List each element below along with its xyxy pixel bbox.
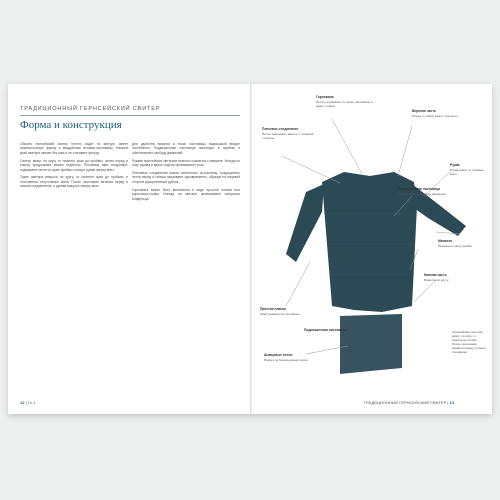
paragraph: Такие свитера вяжутся по кругу, от нижнего края до проймы, и отличаются отсутствием швов. После окончания вязания перед и спинка соединяются, а рукава вяжутся сверху вниз. — [20, 175, 128, 189]
paragraph: Свитер вяжут по кругу от нижнего края до проймы, затем перед и спинку продолжают вязать отдельно. Плечевые швы соединяют, поднимают петли по краю проймы и вяжут рукав сверху вниз. — [20, 158, 128, 172]
paragraph: Рукава гернсейских свитеров немного сужаются к манжете. Иногда по низу рукава и вдоль подола провязывают узор. — [132, 158, 240, 168]
body-column-2 — [132, 142, 240, 204]
paragraph: Плечевые соединения можно выполнить по-разному: традиционно петли перед и спинки закрывают одновременно, образуя на лицевой стороне декоративный рубчик. — [132, 171, 240, 184]
right-footer: ТРАДИЦИОННЫЙ ГЕРНСЕЙСКИЙ СВИТЕР | 13 — [363, 400, 454, 405]
paragraph: Горловина может быть выполнена в виде простой планки или воротника-стойки. Иногда на свитере провязывают инициалы владельца. — [132, 187, 240, 201]
footer-label: Гл.1 — [27, 400, 36, 405]
callout-sleeve: Рукав Рукав вяжут от проймы вниз. — [450, 163, 484, 176]
left-sleeve — [286, 184, 324, 262]
page-number: 13 — [449, 400, 454, 405]
body-column-1 — [20, 142, 128, 192]
footer-label: ТРАДИЦИОННЫЙ ГЕРНСЕЙСКИЙ СВИТЕР — [363, 400, 447, 405]
callout-plain-band: Простая планка Край рукава или горловины. — [260, 307, 301, 316]
book-spread — [8, 84, 492, 414]
paragraph: Для удобства вязания и носки ластовицы подмышкой вводят постепенно. Подмышечная ластовица переходит в проймы и обеспечивает свободу движений. — [132, 142, 240, 155]
right-page — [252, 84, 492, 414]
page-title: Форма и конструкция — [20, 119, 122, 131]
callout-lower-part: Нижняя часть Вяжется по кругу. — [424, 273, 449, 282]
callout-shoulder-seam: Плечевое соединение Петли закрывают вместе с лицевой стороны. — [262, 127, 314, 140]
page-number: 12 — [20, 400, 25, 405]
bottom-garment — [340, 314, 402, 374]
callout-split-hem: Шлицевые петли Разрез по бокам нижнего края. — [264, 353, 309, 362]
callout-underarm-gusset: Подмышечная ластовица — [304, 328, 347, 332]
callout-neckline: Горловина Петли поднимают по краю горловины и вяжут планку. — [316, 95, 373, 108]
side-note: Гернсейские свитера вяжут по кругу от подола до пройм. После окончания вязания перед и спинку соединяют. — [452, 330, 487, 355]
callout-cuff: Манжета Резинка по низу рукава. — [438, 239, 473, 248]
paragraph: Обычно гернсейский свитер плотно сидит по фигуре, имеет прямоугольную форму и квадратные вставки-ластовицы. Нижний край свитера связан без шва и не стягивает фигуру. — [20, 142, 128, 155]
callout-gusset: Подмышечная ластовица Обеспечивает свободу движения. — [398, 187, 447, 196]
callout-upper-part: Верхняя часть Перед и спинку вяжут отдельно. — [412, 109, 459, 118]
title-rule — [20, 115, 240, 116]
section-kicker: ТРАДИЦИОННЫЙ ГЕРНСЕЙСКИЙ СВИТЕР — [20, 106, 161, 112]
left-page — [8, 84, 250, 414]
left-footer: 12 | Гл.1 — [20, 400, 36, 405]
